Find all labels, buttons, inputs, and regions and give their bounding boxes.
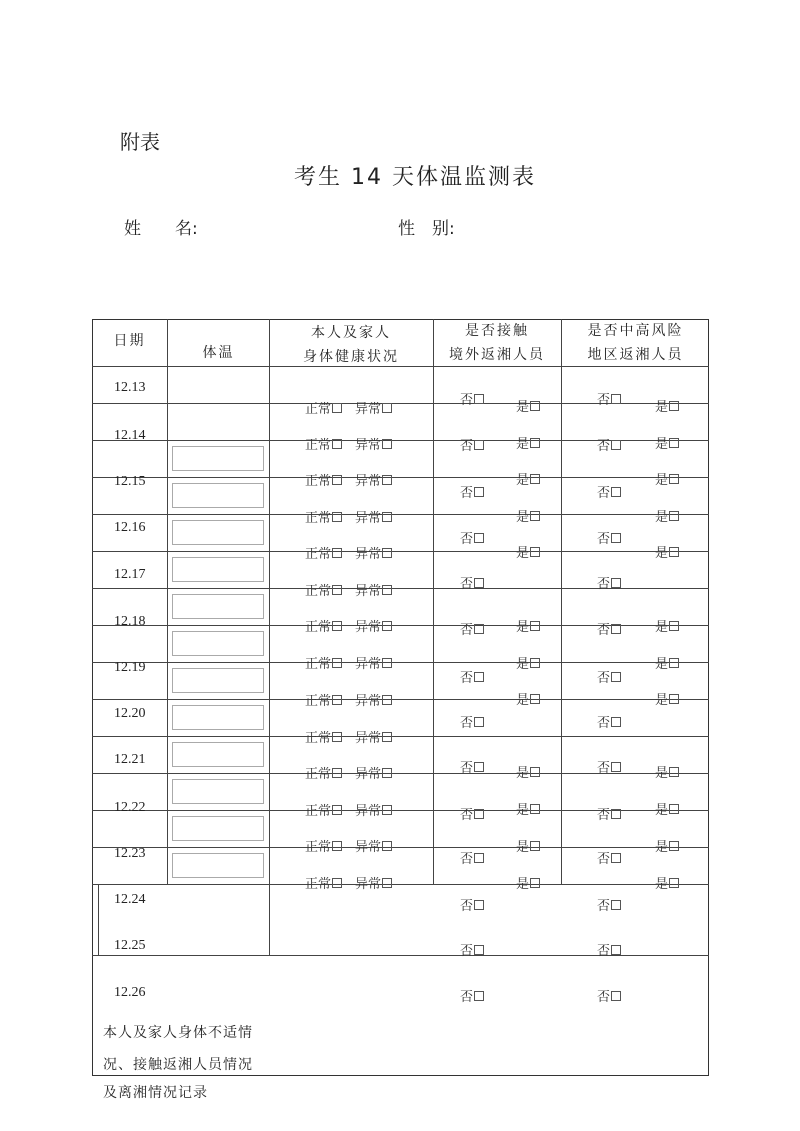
option-yes[interactable] — [655, 836, 679, 855]
date-cell: 12.24 — [114, 892, 146, 907]
checkbox-icon[interactable] — [474, 853, 484, 863]
option-normal[interactable] — [305, 763, 342, 782]
option-label: 否 — [597, 761, 611, 776]
option-label: 正常 — [305, 657, 332, 672]
option-label: 是 — [655, 437, 669, 452]
date-cell: 12.15 — [114, 474, 146, 489]
date-cell: 12.22 — [114, 800, 146, 815]
checkbox-icon[interactable] — [332, 695, 342, 705]
checkbox-icon[interactable] — [382, 695, 392, 705]
column-line — [98, 884, 99, 955]
option-label: 是 — [655, 877, 669, 892]
temperature-input[interactable] — [172, 483, 264, 508]
option-abnormal[interactable] — [355, 398, 392, 417]
option-normal[interactable] — [305, 836, 342, 855]
option-no[interactable] — [597, 482, 621, 501]
table-frame — [92, 319, 709, 1076]
option-yes[interactable] — [516, 469, 540, 488]
option-abnormal[interactable] — [355, 434, 392, 453]
name-label: 姓 名: — [124, 219, 198, 239]
option-label: 否 — [597, 990, 611, 1005]
date-cell: 12.17 — [114, 567, 146, 582]
checkbox-icon[interactable] — [611, 440, 621, 450]
option-no[interactable] — [597, 940, 621, 959]
option-label: 异常 — [355, 767, 382, 782]
checkbox-icon[interactable] — [611, 672, 621, 682]
checkbox-icon[interactable] — [474, 945, 484, 955]
note-line-3: 及离湘情况记录 — [103, 1085, 208, 1101]
checkbox-icon[interactable] — [382, 768, 392, 778]
checkbox-icon[interactable] — [669, 474, 679, 484]
option-label: 正常 — [305, 767, 332, 782]
option-no[interactable] — [597, 848, 621, 867]
option-label: 正常 — [305, 402, 332, 417]
option-label: 是 — [655, 803, 669, 818]
row-line — [92, 366, 709, 367]
option-label: 否 — [460, 577, 474, 592]
option-no[interactable] — [460, 712, 484, 731]
option-no[interactable] — [460, 482, 484, 501]
checkbox-icon[interactable] — [474, 717, 484, 727]
checkbox-icon[interactable] — [474, 394, 484, 404]
checkbox-icon[interactable] — [382, 805, 392, 815]
option-yes[interactable] — [516, 542, 540, 561]
checkbox-icon[interactable] — [332, 621, 342, 631]
temperature-input[interactable] — [172, 446, 264, 471]
option-label: 是 — [655, 473, 669, 488]
option-label: 异常 — [355, 547, 382, 562]
temperature-input[interactable] — [172, 631, 264, 656]
option-normal[interactable] — [305, 873, 342, 892]
option-normal[interactable] — [305, 616, 342, 635]
option-label: 是 — [516, 510, 530, 525]
header-overseas-line1: 是否接触 — [465, 323, 529, 339]
option-yes[interactable] — [516, 836, 540, 855]
option-label: 是 — [516, 877, 530, 892]
option-yes[interactable] — [655, 469, 679, 488]
checkbox-icon[interactable] — [332, 403, 342, 413]
checkbox-icon[interactable] — [332, 475, 342, 485]
option-label: 异常 — [355, 840, 382, 855]
option-label: 否 — [460, 486, 474, 501]
option-abnormal[interactable] — [355, 690, 392, 709]
checkbox-icon[interactable] — [382, 732, 392, 742]
option-no[interactable] — [460, 804, 484, 823]
option-label: 正常 — [305, 731, 332, 746]
column-line — [561, 319, 562, 884]
row-line — [92, 699, 709, 700]
option-no[interactable] — [460, 667, 484, 686]
option-abnormal[interactable] — [355, 543, 392, 562]
option-label: 是 — [516, 400, 530, 415]
checkbox-icon[interactable] — [382, 439, 392, 449]
checkbox-icon[interactable] — [611, 487, 621, 497]
option-label: 正常 — [305, 438, 332, 453]
checkbox-icon[interactable] — [611, 809, 621, 819]
row-line — [92, 736, 709, 737]
temperature-input[interactable] — [172, 594, 264, 619]
option-label: 正常 — [305, 840, 332, 855]
option-normal[interactable] — [305, 470, 342, 489]
option-label: 否 — [597, 486, 611, 501]
option-label: 正常 — [305, 474, 332, 489]
checkbox-icon[interactable] — [382, 841, 392, 851]
option-label: 否 — [597, 532, 611, 547]
date-cell: 12.16 — [114, 520, 146, 535]
header-overseas-line2: 境外返湘人员 — [449, 347, 545, 363]
option-yes[interactable] — [655, 762, 679, 781]
column-line — [433, 319, 434, 884]
option-normal[interactable] — [305, 398, 342, 417]
header-risk-line2: 地区返湘人员 — [587, 347, 684, 363]
checkbox-icon[interactable] — [530, 401, 540, 411]
option-yes[interactable] — [516, 653, 540, 672]
checkbox-icon[interactable] — [530, 511, 540, 521]
option-label: 异常 — [355, 402, 382, 417]
checkbox-icon[interactable] — [669, 621, 679, 631]
option-label: 否 — [460, 808, 474, 823]
checkbox-icon[interactable] — [669, 841, 679, 851]
checkbox-icon[interactable] — [611, 717, 621, 727]
checkbox-icon[interactable] — [332, 658, 342, 668]
option-no[interactable] — [597, 573, 621, 592]
option-label: 否 — [597, 671, 611, 686]
option-yes[interactable] — [655, 396, 679, 415]
option-label: 否 — [597, 852, 611, 867]
option-no[interactable] — [597, 804, 621, 823]
option-abnormal[interactable] — [355, 470, 392, 489]
checkbox-icon[interactable] — [611, 945, 621, 955]
column-line — [167, 319, 168, 884]
checkbox-icon[interactable] — [530, 841, 540, 851]
date-cell: 12.25 — [114, 938, 146, 953]
checkbox-icon[interactable] — [474, 672, 484, 682]
checkbox-icon[interactable] — [382, 403, 392, 413]
checkbox-icon[interactable] — [530, 547, 540, 557]
temperature-input[interactable] — [172, 742, 264, 767]
date-cell: 12.21 — [114, 752, 146, 767]
option-label: 否 — [597, 577, 611, 592]
option-label: 是 — [516, 546, 530, 561]
option-label: 正常 — [305, 511, 332, 526]
page-title: 考生 14 天体温监测表 — [294, 165, 536, 190]
checkbox-icon[interactable] — [474, 578, 484, 588]
checkbox-icon[interactable] — [332, 512, 342, 522]
checkbox-icon[interactable] — [611, 991, 621, 1001]
checkbox-icon[interactable] — [530, 474, 540, 484]
temperature-input[interactable] — [172, 816, 264, 841]
row-line — [92, 514, 709, 515]
option-abnormal[interactable] — [355, 507, 392, 526]
option-label: 正常 — [305, 584, 332, 599]
option-label: 异常 — [355, 474, 382, 489]
option-no[interactable] — [597, 757, 621, 776]
option-label: 异常 — [355, 877, 382, 892]
option-label: 是 — [655, 840, 669, 855]
option-no[interactable] — [597, 895, 621, 914]
checkbox-icon[interactable] — [530, 438, 540, 448]
option-normal[interactable] — [305, 653, 342, 672]
checkbox-icon[interactable] — [332, 805, 342, 815]
option-label: 是 — [655, 510, 669, 525]
checkbox-icon[interactable] — [530, 658, 540, 668]
note-line-2: 况、接触返湘人员情况 — [103, 1057, 253, 1073]
temperature-input[interactable] — [172, 557, 264, 582]
checkbox-icon[interactable] — [611, 762, 621, 772]
date-cell: 12.23 — [114, 846, 146, 861]
option-yes[interactable] — [655, 689, 679, 708]
option-label: 否 — [597, 716, 611, 731]
header-temperature: 体温 — [202, 345, 235, 361]
checkbox-icon[interactable] — [669, 438, 679, 448]
checkbox-icon[interactable] — [474, 900, 484, 910]
option-no[interactable] — [460, 573, 484, 592]
checkbox-icon[interactable] — [669, 878, 679, 888]
option-label: 异常 — [355, 657, 382, 672]
option-label: 是 — [516, 620, 530, 635]
row-line — [92, 551, 709, 552]
option-abnormal[interactable] — [355, 873, 392, 892]
note-line-1: 本人及家人身体不适情 — [103, 1025, 253, 1041]
checkbox-icon[interactable] — [382, 878, 392, 888]
option-yes[interactable] — [655, 799, 679, 818]
header-date: 日期 — [113, 333, 146, 349]
checkbox-icon[interactable] — [669, 547, 679, 557]
option-label: 否 — [460, 671, 474, 686]
checkbox-icon[interactable] — [332, 841, 342, 851]
checkbox-icon[interactable] — [474, 809, 484, 819]
option-label: 是 — [516, 657, 530, 672]
option-normal[interactable] — [305, 434, 342, 453]
option-label: 否 — [460, 393, 474, 408]
checkbox-icon[interactable] — [611, 624, 621, 634]
option-label: 否 — [597, 899, 611, 914]
option-yes[interactable] — [655, 542, 679, 561]
option-label: 否 — [460, 532, 474, 547]
appendix-label: 附表 — [120, 130, 160, 154]
temperature-input[interactable] — [172, 520, 264, 545]
option-no[interactable] — [597, 667, 621, 686]
option-label: 否 — [460, 899, 474, 914]
row-line — [92, 662, 709, 663]
option-abnormal[interactable] — [355, 836, 392, 855]
header-health-line2: 身体健康状况 — [303, 349, 399, 365]
option-no[interactable] — [597, 712, 621, 731]
header-health-line1: 本人及家人 — [311, 325, 391, 341]
option-yes[interactable] — [655, 873, 679, 892]
option-label: 是 — [655, 400, 669, 415]
option-no[interactable] — [460, 848, 484, 867]
option-label: 是 — [516, 803, 530, 818]
option-normal[interactable] — [305, 543, 342, 562]
option-abnormal[interactable] — [355, 580, 392, 599]
date-cell: 12.19 — [114, 660, 146, 675]
option-label: 是 — [516, 840, 530, 855]
checkbox-icon[interactable] — [611, 578, 621, 588]
option-yes[interactable] — [655, 653, 679, 672]
checkbox-icon[interactable] — [382, 585, 392, 595]
checkbox-icon[interactable] — [332, 768, 342, 778]
row-line — [92, 884, 709, 885]
checkbox-icon[interactable] — [669, 511, 679, 521]
option-label: 正常 — [305, 694, 332, 709]
checkbox-icon[interactable] — [332, 732, 342, 742]
option-label: 是 — [655, 657, 669, 672]
checkbox-icon[interactable] — [332, 548, 342, 558]
checkbox-icon[interactable] — [669, 804, 679, 814]
option-label: 异常 — [355, 694, 382, 709]
checkbox-icon[interactable] — [669, 767, 679, 777]
option-label: 否 — [460, 439, 474, 454]
temperature-input[interactable] — [172, 853, 264, 878]
option-no[interactable] — [597, 986, 621, 1005]
option-label: 异常 — [355, 511, 382, 526]
option-normal[interactable] — [305, 690, 342, 709]
checkbox-icon[interactable] — [530, 621, 540, 631]
temperature-input[interactable] — [172, 668, 264, 693]
option-yes[interactable] — [516, 616, 540, 635]
option-label: 否 — [597, 393, 611, 408]
checkbox-icon[interactable] — [474, 624, 484, 634]
temperature-input[interactable] — [172, 779, 264, 804]
checkbox-icon[interactable] — [382, 621, 392, 631]
option-no[interactable] — [597, 528, 621, 547]
checkbox-icon[interactable] — [611, 900, 621, 910]
option-label: 异常 — [355, 438, 382, 453]
checkbox-icon[interactable] — [382, 658, 392, 668]
option-abnormal[interactable] — [355, 800, 392, 819]
date-cell: 12.14 — [114, 428, 146, 443]
option-no[interactable] — [597, 619, 621, 638]
checkbox-icon[interactable] — [474, 440, 484, 450]
date-cell: 12.13 — [114, 380, 146, 395]
option-yes[interactable] — [655, 616, 679, 635]
option-no[interactable] — [460, 986, 484, 1005]
option-label: 是 — [655, 620, 669, 635]
checkbox-icon[interactable] — [669, 658, 679, 668]
column-line — [269, 319, 270, 955]
option-label: 是 — [516, 473, 530, 488]
checkbox-icon[interactable] — [611, 394, 621, 404]
checkbox-icon[interactable] — [611, 533, 621, 543]
option-abnormal[interactable] — [355, 616, 392, 635]
checkbox-icon[interactable] — [611, 853, 621, 863]
option-label: 正常 — [305, 620, 332, 635]
checkbox-icon[interactable] — [474, 487, 484, 497]
option-label: 否 — [460, 623, 474, 638]
option-yes[interactable] — [516, 799, 540, 818]
checkbox-icon[interactable] — [669, 401, 679, 411]
option-label: 是 — [516, 437, 530, 452]
checkbox-icon[interactable] — [382, 512, 392, 522]
option-label: 异常 — [355, 584, 382, 599]
option-no[interactable] — [460, 757, 484, 776]
option-label: 否 — [460, 761, 474, 776]
checkbox-icon[interactable] — [474, 991, 484, 1001]
option-label: 是 — [516, 766, 530, 781]
option-label: 否 — [460, 852, 474, 867]
option-no[interactable] — [597, 389, 621, 408]
option-yes[interactable] — [655, 433, 679, 452]
option-label: 异常 — [355, 620, 382, 635]
date-cell: 12.18 — [114, 614, 146, 629]
option-yes[interactable] — [655, 506, 679, 525]
checkbox-icon[interactable] — [332, 878, 342, 888]
option-label: 正常 — [305, 804, 332, 819]
option-label: 否 — [460, 716, 474, 731]
option-normal[interactable] — [305, 507, 342, 526]
option-no[interactable] — [460, 940, 484, 959]
checkbox-icon[interactable] — [382, 475, 392, 485]
checkbox-icon[interactable] — [530, 878, 540, 888]
option-abnormal[interactable] — [355, 653, 392, 672]
date-cell: 12.26 — [114, 985, 146, 1000]
option-label: 是 — [655, 766, 669, 781]
checkbox-icon[interactable] — [474, 762, 484, 772]
option-label: 是 — [655, 546, 669, 561]
option-label: 异常 — [355, 731, 382, 746]
option-label: 正常 — [305, 877, 332, 892]
header-risk-line1: 是否中高风险 — [587, 323, 684, 339]
checkbox-icon[interactable] — [332, 439, 342, 449]
option-abnormal[interactable] — [355, 763, 392, 782]
option-yes[interactable] — [516, 396, 540, 415]
option-yes[interactable] — [516, 433, 540, 452]
option-label: 否 — [597, 623, 611, 638]
option-label: 否 — [460, 944, 474, 959]
date-cell: 12.20 — [114, 706, 146, 721]
checkbox-icon[interactable] — [530, 804, 540, 814]
option-label: 正常 — [305, 547, 332, 562]
option-no[interactable] — [460, 895, 484, 914]
option-abnormal[interactable] — [355, 727, 392, 746]
option-label: 否 — [597, 808, 611, 823]
checkbox-icon[interactable] — [530, 694, 540, 704]
option-label: 是 — [655, 693, 669, 708]
option-label: 是 — [516, 693, 530, 708]
option-label: 异常 — [355, 804, 382, 819]
option-normal[interactable] — [305, 800, 342, 819]
option-no[interactable] — [460, 435, 484, 454]
option-no[interactable] — [460, 389, 484, 408]
checkbox-icon[interactable] — [530, 767, 540, 777]
temperature-input[interactable] — [172, 705, 264, 730]
option-label: 否 — [597, 944, 611, 959]
option-yes[interactable] — [516, 506, 540, 525]
option-normal[interactable] — [305, 580, 342, 599]
option-label: 否 — [597, 439, 611, 454]
gender-label: 性 别: — [398, 219, 455, 239]
option-no[interactable] — [460, 619, 484, 638]
checkbox-icon[interactable] — [332, 585, 342, 595]
option-normal[interactable] — [305, 727, 342, 746]
option-yes[interactable] — [516, 689, 540, 708]
checkbox-icon[interactable] — [382, 548, 392, 558]
option-yes[interactable] — [516, 873, 540, 892]
option-yes[interactable] — [516, 762, 540, 781]
option-label: 否 — [460, 990, 474, 1005]
option-no[interactable] — [460, 528, 484, 547]
checkbox-icon[interactable] — [669, 694, 679, 704]
option-no[interactable] — [597, 435, 621, 454]
checkbox-icon[interactable] — [474, 533, 484, 543]
row-line — [92, 477, 709, 478]
